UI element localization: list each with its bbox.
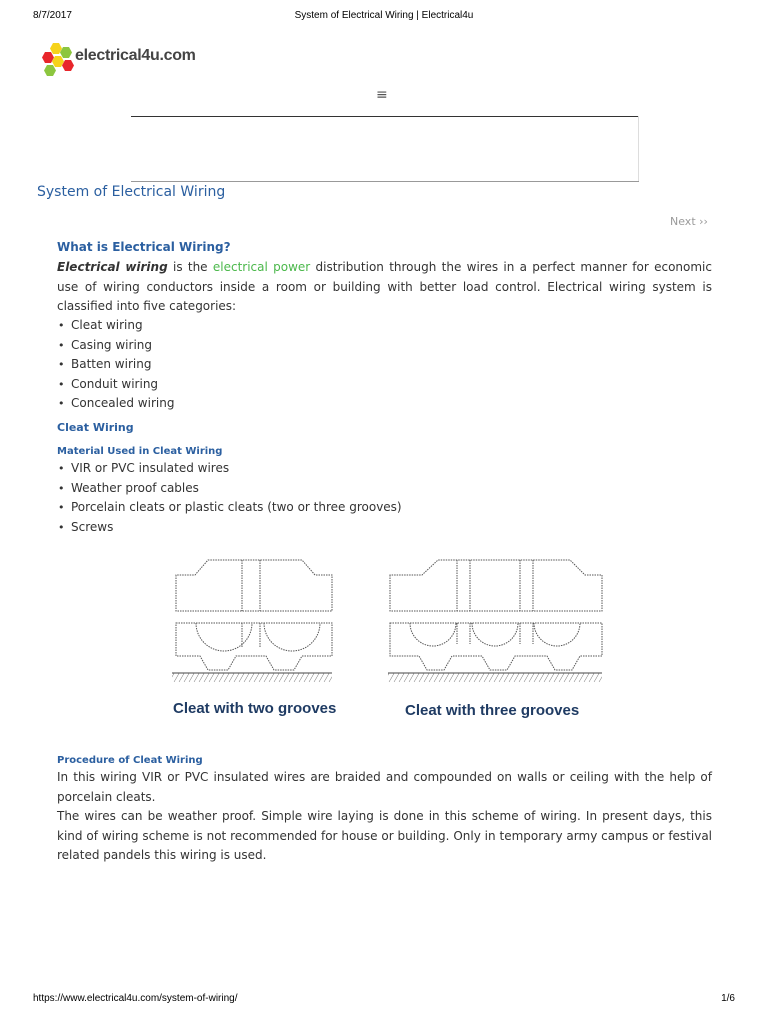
cleat-figure — [170, 550, 610, 725]
caption-three-grooves: Cleat with three grooves — [405, 702, 580, 719]
ground-hatch-right — [388, 673, 602, 682]
section-heading-what-is-wiring: What is Electrical Wiring? — [57, 240, 231, 254]
wiring-categories-list — [57, 316, 174, 414]
print-date: 8/7/2017 — [33, 10, 72, 21]
electrical-power-link[interactable]: electrical power — [212, 260, 311, 274]
list-item: • Concealed wiring — [57, 394, 174, 414]
logo-hexagon-icon — [42, 40, 76, 78]
intro-text-b: distribution through the wires in a perfect manner for economic use of wiring conductors inside a room or building with better load control. Electrical wiring system is classified into five categories: — [57, 260, 712, 313]
list-item: • Screws — [57, 518, 402, 538]
list-item: • Batten wiring — [57, 355, 174, 375]
next-page-link[interactable]: Next ›› — [670, 215, 708, 228]
procedure-text — [57, 768, 712, 866]
cleat-two-grooves-drawing — [176, 560, 332, 670]
materials-list — [57, 459, 402, 537]
procedure-paragraph-1: In this wiring VIR or PVC insulated wires are braided and compounded on walls or ceiling with the help of porcelain cleats. — [57, 770, 712, 804]
intro-text-a: is the — [167, 260, 213, 274]
cleat-diagram — [170, 550, 610, 700]
procedure-paragraph-2: The wires can be weather proof. Simple wire laying is done in this scheme of wiring. In present days, this kind of wiring scheme is not recommended for house or building. Only in temporary army campus or festival related pandels this wiring is used. — [57, 809, 712, 862]
print-header — [0, 10, 768, 24]
ground-hatch-left — [172, 673, 332, 682]
ad-box-edge — [638, 116, 639, 181]
header-divider-top — [131, 116, 639, 117]
print-url: https://www.electrical4u.com/system-of-wiring/ — [33, 993, 238, 1004]
print-title: System of Electrical Wiring | Electrical4u — [294, 10, 474, 21]
menu-icon[interactable]: ≡ — [376, 87, 388, 103]
list-item: • Conduit wiring — [57, 375, 174, 395]
list-item: • Porcelain cleats or plastic cleats (two or three grooves) — [57, 498, 402, 518]
print-page-number: 1/6 — [721, 993, 735, 1004]
intro-paragraph — [57, 258, 712, 317]
subheading-material: Material Used in Cleat Wiring — [57, 446, 223, 457]
list-item: • VIR or PVC insulated wires — [57, 459, 402, 479]
print-footer — [0, 993, 768, 1007]
list-item: • Cleat wiring — [57, 316, 174, 336]
logo-text: electrical4u.com — [75, 47, 196, 64]
list-item: • Casing wiring — [57, 336, 174, 356]
caption-two-grooves: Cleat with two grooves — [173, 700, 337, 717]
term-electrical-wiring: Electrical wiring — [57, 260, 168, 274]
cleat-three-grooves-drawing — [390, 560, 602, 670]
list-item: • Weather proof cables — [57, 479, 402, 499]
subheading-procedure: Procedure of Cleat Wiring — [57, 755, 203, 766]
section-heading-cleat-wiring: Cleat Wiring — [57, 421, 134, 434]
page-title: System of Electrical Wiring — [37, 184, 226, 200]
header-divider-bottom — [131, 181, 639, 182]
